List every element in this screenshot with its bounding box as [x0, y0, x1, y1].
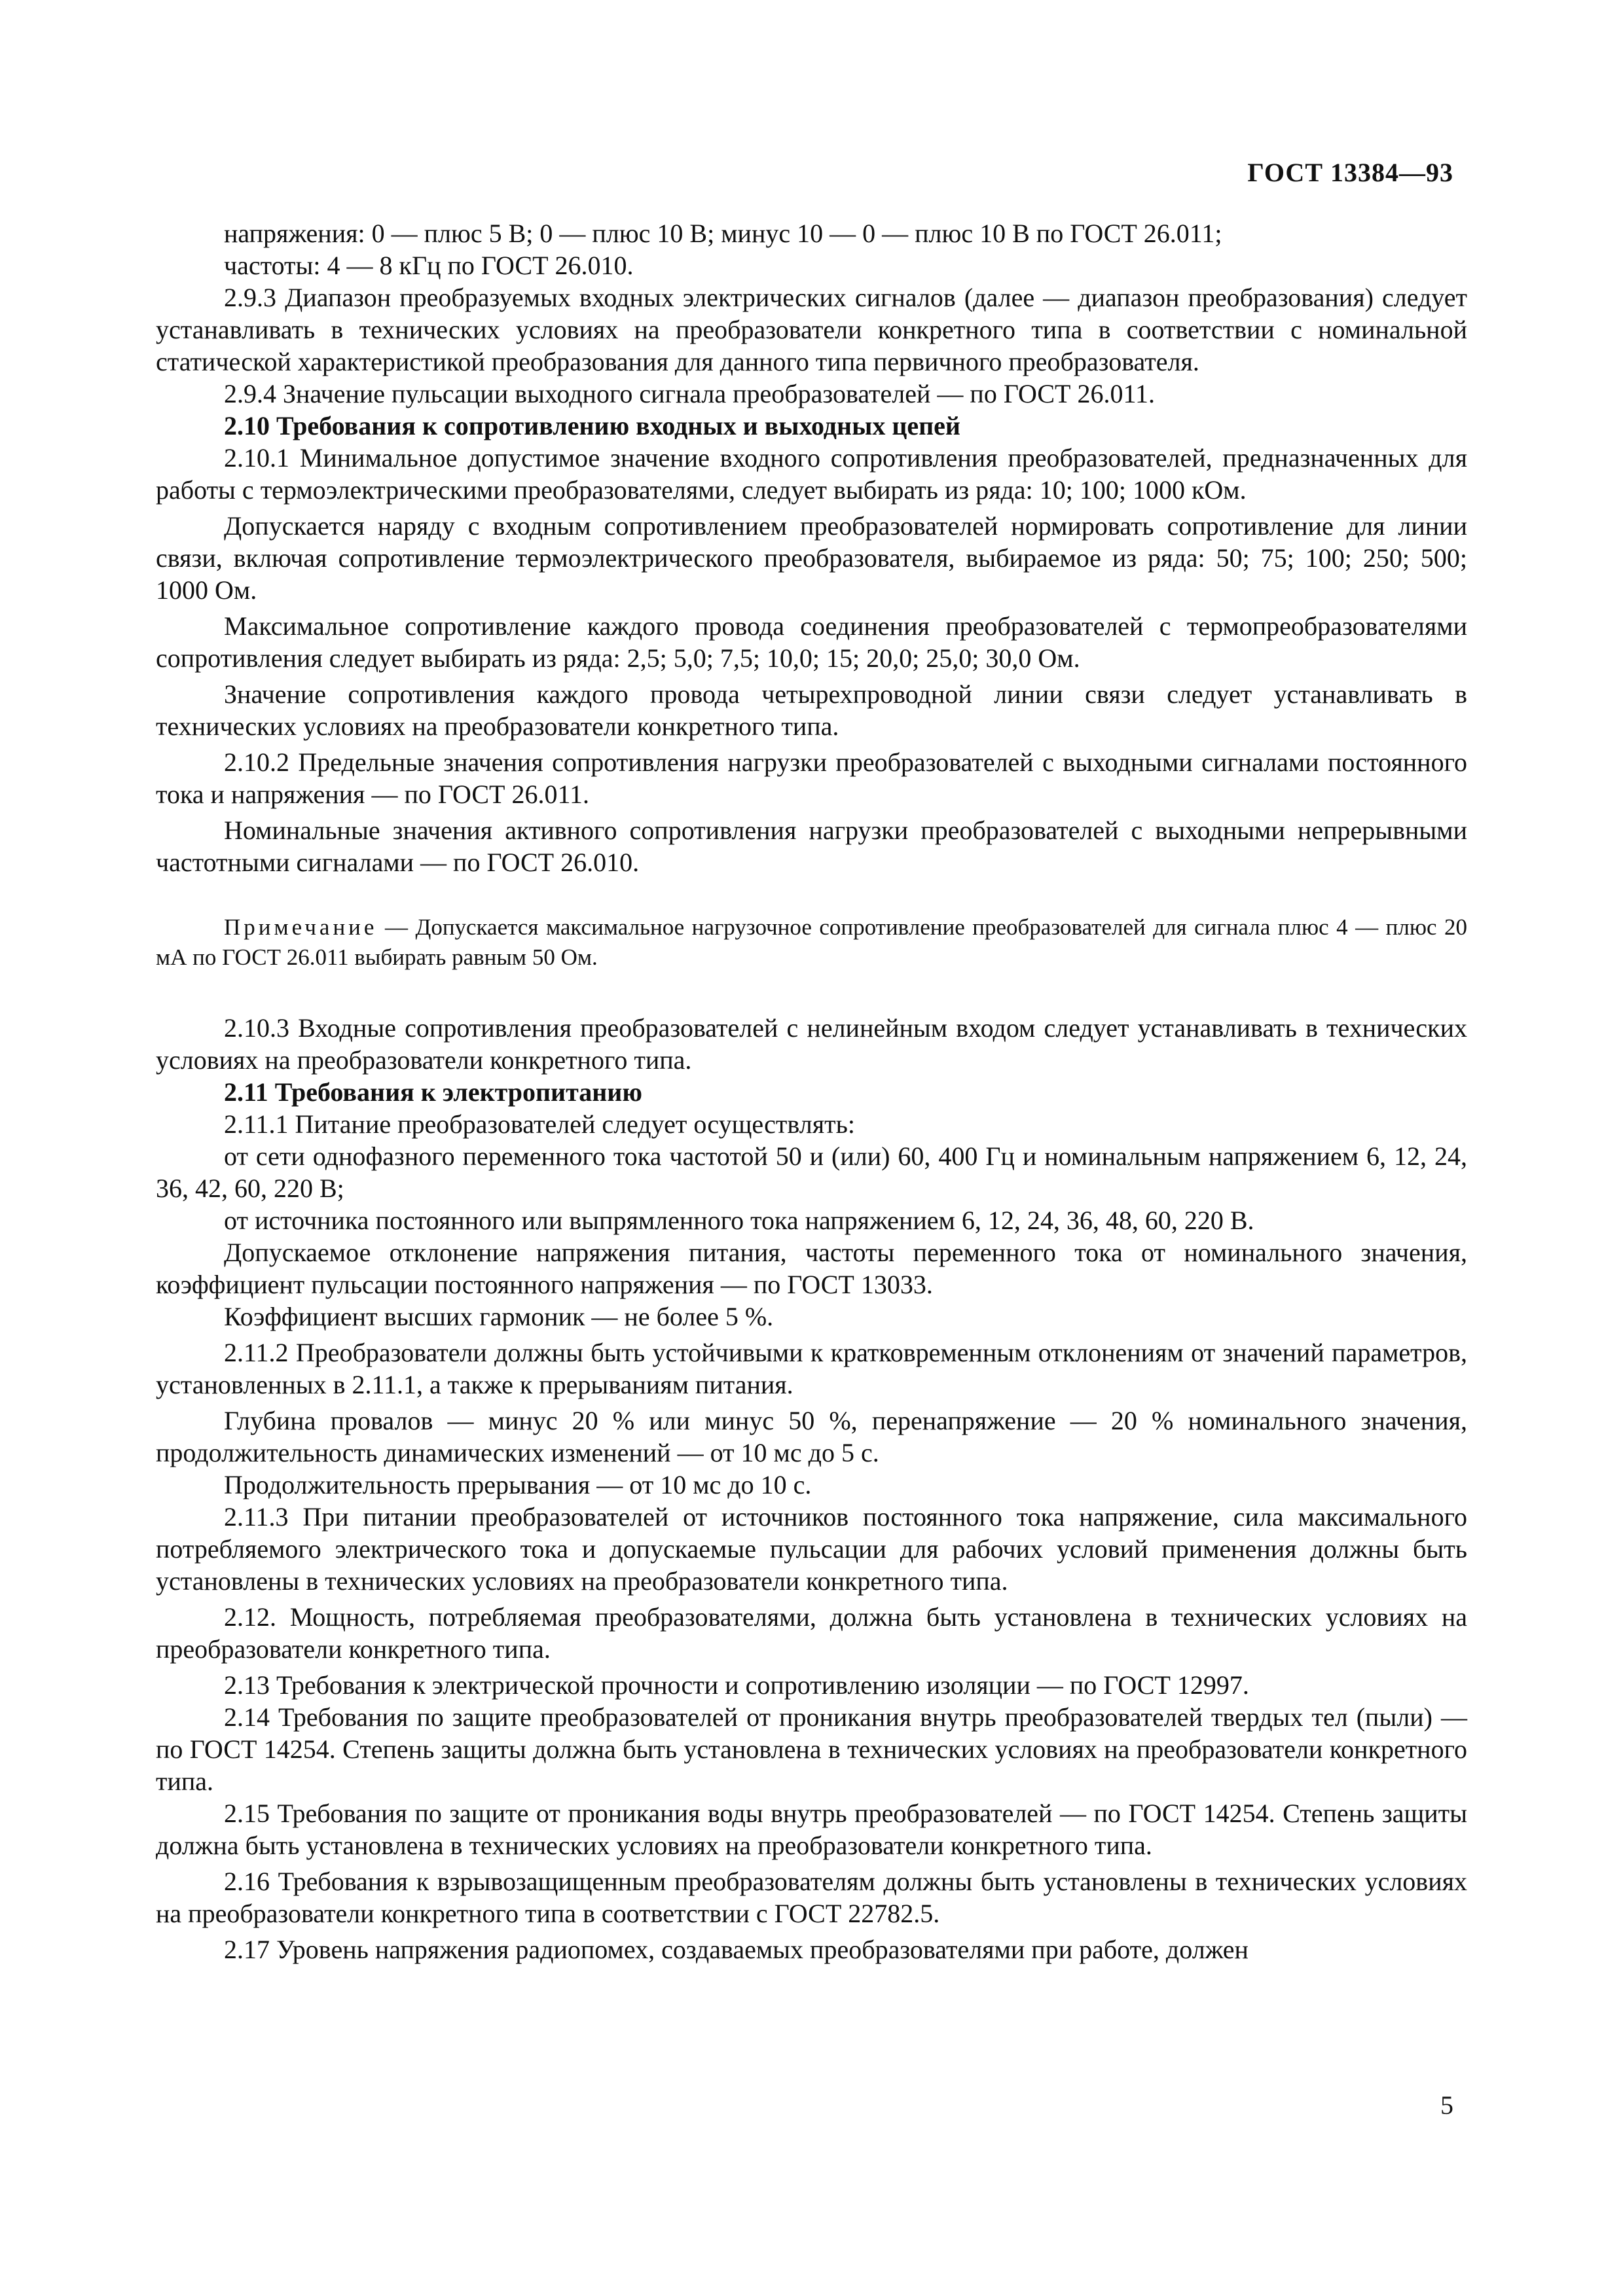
paragraph: 2.9.4 Значение пульсации выходного сигнала преобразователей — по ГОСТ 26.011.: [224, 379, 1155, 408]
paragraph: 2.10.3 Входные сопротивления преобразователей с нелинейным входом следует устанавливать в технических условиях на преобразователи конкретного типа.: [156, 1013, 1467, 1075]
paragraph: 2.16 Требования к взрывозащищенным преобразователям должны быть установлены в технических условиях на преобразователи конкретного типа в соответствии с ГОСТ 22782.5.: [156, 1867, 1467, 1928]
paragraph: Продолжительность прерывания — от 10 мс до 10 с.: [224, 1470, 812, 1499]
note-label: Примечание: [224, 914, 378, 940]
paragraph: 2.17 Уровень напряжения радиопомех, создаваемых преобразователями при работе, должен: [224, 1935, 1249, 1964]
note-text: — Допускается максимальное нагрузочное сопротивление преобразователей для сигнала плюс 4 — плюс 20 мА по ГОСТ 26.011 выбирать равным 50 Ом.: [156, 914, 1467, 970]
document-body: [156, 217, 1467, 1965]
paragraph: 2.11.1 Питание преобразователей следует осуществлять:: [224, 1109, 855, 1139]
paragraph: 2.12. Мощность, потребляемая преобразователями, должна быть установлена в технических условиях на преобразователи конкретного типа.: [156, 1602, 1467, 1664]
paragraph: 2.9.3 Диапазон преобразуемых входных электрических сигналов (далее — диапазон преобразования) следует устанавливать в технических условиях на преобразователи конкретного типа в соответствии с номинальной статической характеристикой преобразования для данного типа первичного преобразователя.: [156, 283, 1467, 376]
paragraph: напряжения: 0 — плюс 5 В; 0 — плюс 10 В; минус 10 — 0 — плюс 10 В по ГОСТ 26.011;: [224, 219, 1222, 248]
paragraph: от сети однофазного переменного тока частотой 50 и (или) 60, 400 Гц и номинальным напряжением 6, 12, 24, 36, 42, 60, 220 В;: [156, 1141, 1467, 1203]
paragraph: 2.14 Требования по защите преобразователей от проникания внутрь преобразователей твердых тел (пыли) — по ГОСТ 14254. Степень защиты должна быть установлена в технических условиях на преобразователи конкретного типа.: [156, 1702, 1467, 1796]
paragraph: 2.11.3 При питании преобразователей от источников постоянного тока напряжение, сила максимального потребляемого электрического тока и допускаемые пульсации для рабочих условий применения должны быть установлены в технических условиях на преобразователи конкретного типа.: [156, 1502, 1467, 1596]
note: [156, 912, 1467, 973]
paragraph: 2.11.2 Преобразователи должны быть устойчивыми к кратковременным отклонениям от значений параметров, установленных в 2.11.1, а также к прерываниям питания.: [156, 1338, 1467, 1399]
section-heading: 2.11 Требования к электропитанию: [224, 1077, 642, 1107]
paragraph: Глубина провалов — минус 20 % или минус 50 %, перенапряжение — 20 % номинального значения, продолжительность динамических изменений — от 10 мс до 5 с.: [156, 1406, 1467, 1467]
page-number: 5: [1440, 2090, 1453, 2120]
paragraph: Номинальные значения активного сопротивления нагрузки преобразователей с выходными непрерывными частотными сигналами — по ГОСТ 26.010.: [156, 816, 1467, 877]
paragraph: 2.10.1 Минимальное допустимое значение входного сопротивления преобразователей, предназначенных для работы с термоэлектрическими преобразователями, следует выбирать из ряда: 10; 100; 1000 кОм.: [156, 443, 1467, 505]
paragraph: Максимальное сопротивление каждого провода соединения преобразователей с термопреобразователями сопротивления следует выбирать из ряда: 2,5; 5,0; 7,5; 10,0; 15; 20,0; 25,0; 30,0 Ом.: [156, 611, 1467, 673]
paragraph: от источника постоянного или выпрямленного тока напряжением 6, 12, 24, 36, 48, 60, 220 В.: [224, 1206, 1254, 1235]
paragraph: 2.13 Требования к электрической прочности и сопротивлению изоляции — по ГОСТ 12997.: [224, 1670, 1249, 1700]
paragraph: Значение сопротивления каждого провода четырехпроводной линии связи следует устанавливать в технических условиях на преобразователи конкретного типа.: [156, 679, 1467, 741]
document-code: ГОСТ 13384—93: [1247, 158, 1453, 187]
paragraph: частоты: 4 — 8 кГц по ГОСТ 26.010.: [224, 251, 634, 280]
paragraph: 2.10.2 Предельные значения сопротивления нагрузки преобразователей с выходными сигналами постоянного тока и напряжения — по ГОСТ 26.011.: [156, 747, 1467, 809]
paragraph: Коэффициент высших гармоник — не более 5 %.: [224, 1302, 774, 1331]
paragraph: 2.15 Требования по защите от проникания воды внутрь преобразователей — по ГОСТ 14254. Степень защиты должна быть установлена в технических условиях на преобразователи конкретного типа.: [156, 1799, 1467, 1860]
paragraph: Допускаемое отклонение напряжения питания, частоты переменного тока от номинального значения, коэффициент пульсации постоянного напряжения — по ГОСТ 13033.: [156, 1238, 1467, 1299]
paragraph: Допускается наряду с входным сопротивлением преобразователей нормировать сопротивление для линии связи, включая сопротивление термоэлектрического преобразователя, выбираемое из ряда: 50; 75; 100; 250; 500; 1000 Ом.: [156, 511, 1467, 605]
section-heading: 2.10 Требования к сопротивлению входных и выходных цепей: [224, 411, 960, 440]
